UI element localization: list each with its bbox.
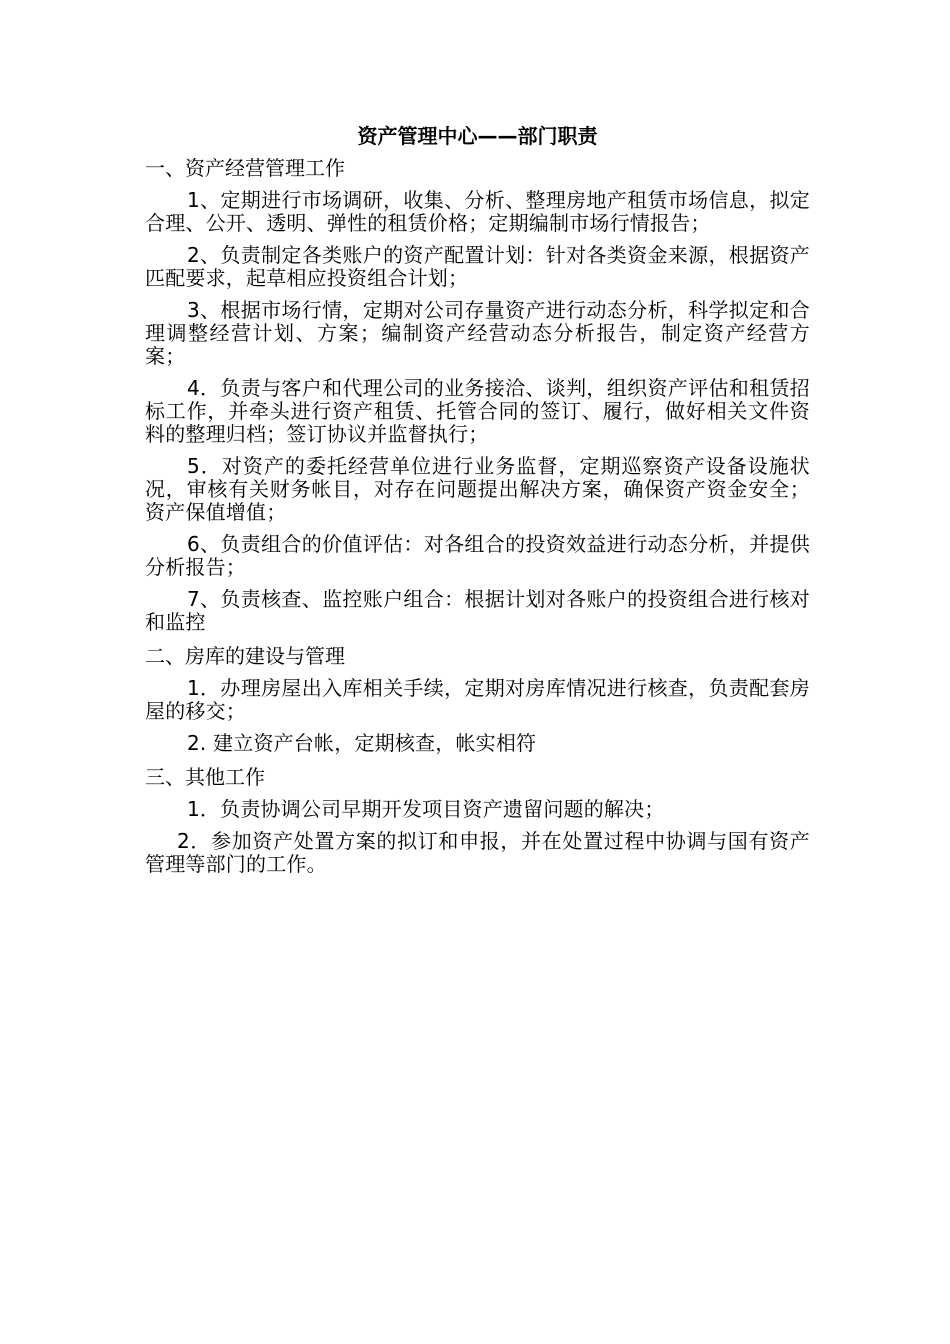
section-1-item-6: 6、负责组合的价值评估：对各组合的投资效益进行动态分析，并提供分析报告；: [145, 532, 810, 579]
section-3-item-2: 2．参加资产处置方案的拟订和申报，并在处置过程中协调与国有资产管理等部门的工作。: [145, 829, 810, 876]
section-heading-1: 一、资产经营管理工作: [145, 156, 345, 180]
section-1-item-5: 5．对资产的委托经营单位进行业务监督，定期巡察资产设备设施状况，审核有关财务帐目，对存在问题提出解决方案，确保资产资金安全；资产保值增值；: [145, 454, 810, 524]
section-1-item-3: 3、根据市场行情，定期对公司存量资产进行动态分析，科学拟定和合理调整经营计划、方案；编制资产经营动态分析报告，制定资产经营方案；: [145, 298, 810, 368]
document-title: 资产管理中心——部门职责: [357, 124, 598, 148]
section-3-item-1: 1．负责协调公司早期开发项目资产遗留问题的解决；: [187, 797, 665, 821]
section-1-item-4: 4．负责与客户和代理公司的业务接洽、谈判，组织资产评估和租赁招标工作，并牵头进行资产租赁、托管合同的签订、履行，做好相关文件资料的整理归档；签订协议并监督执行；: [145, 376, 810, 446]
section-1-item-2: 2、负责制定各类账户的资产配置计划：针对各类资金来源，根据资产匹配要求，起草相应投资组合计划；: [145, 243, 810, 290]
document-body: [145, 121, 810, 885]
section-2-item-1: 1．办理房屋出入库相关手续，定期对房库情况进行核查，负责配套房屋的移交；: [145, 676, 810, 723]
section-2-item-2: 2. 建立资产台帐，定期核查，帐实相符: [187, 731, 537, 755]
section-heading-3: 三、其他工作: [145, 765, 265, 789]
section-1-item-7: 7、负责核查、监控账户组合：根据计划对各账户的投资组合进行核对和监控: [145, 587, 810, 634]
section-1-item-1: 1、定期进行市场调研，收集、分析、整理房地产租赁市场信息，拟定合理、公开、透明、弹性的租赁价格；定期编制市场行情报告；: [145, 188, 810, 235]
section-heading-2: 二、房库的建设与管理: [145, 644, 345, 668]
